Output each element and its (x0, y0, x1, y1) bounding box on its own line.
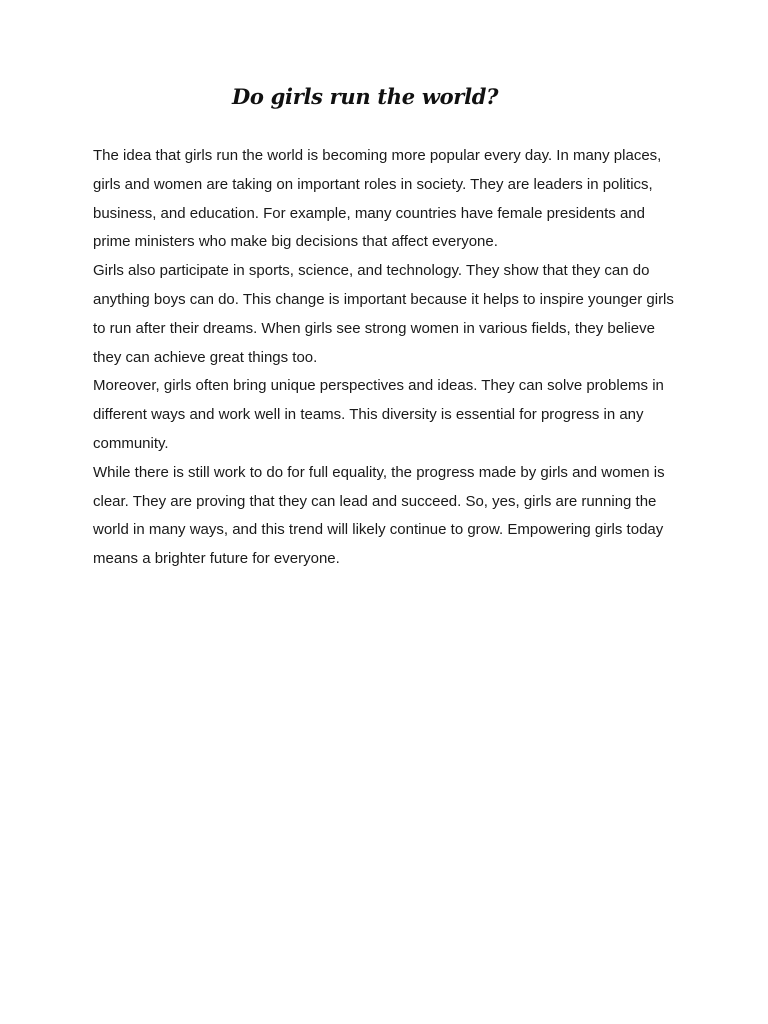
paragraph-1: The idea that girls run the world is becoming more popular every day. In many places, girls and women are taking on important roles in society. They are leaders in politics, business, and education. For example, many countries have female presidents and prime ministers who make big decisions that affect everyone. (93, 147, 662, 251)
document-title: Do girls run the world? (232, 84, 499, 109)
paragraph-3: Moreover, girls often bring unique perspectives and ideas. They can solve problems in different ways and work well in teams. This diversity is essential for progress in any community. (93, 377, 664, 452)
document-body (93, 142, 683, 574)
paragraph-4: While there is still work to do for full equality, the progress made by girls and women is clear. They are proving that they can lead and succeed. So, yes, girls are running the world in many ways, and this trend will likely continue to grow. Empowering girls today means a brighter future for everyone. (93, 463, 665, 568)
paragraph-2: Girls also participate in sports, science, and technology. They show that they can do anything boys can do. This change is important because it helps to inspire younger girls to run after their dreams. When girls see strong women in various fields, they believe they can achieve great things too. (93, 262, 674, 366)
